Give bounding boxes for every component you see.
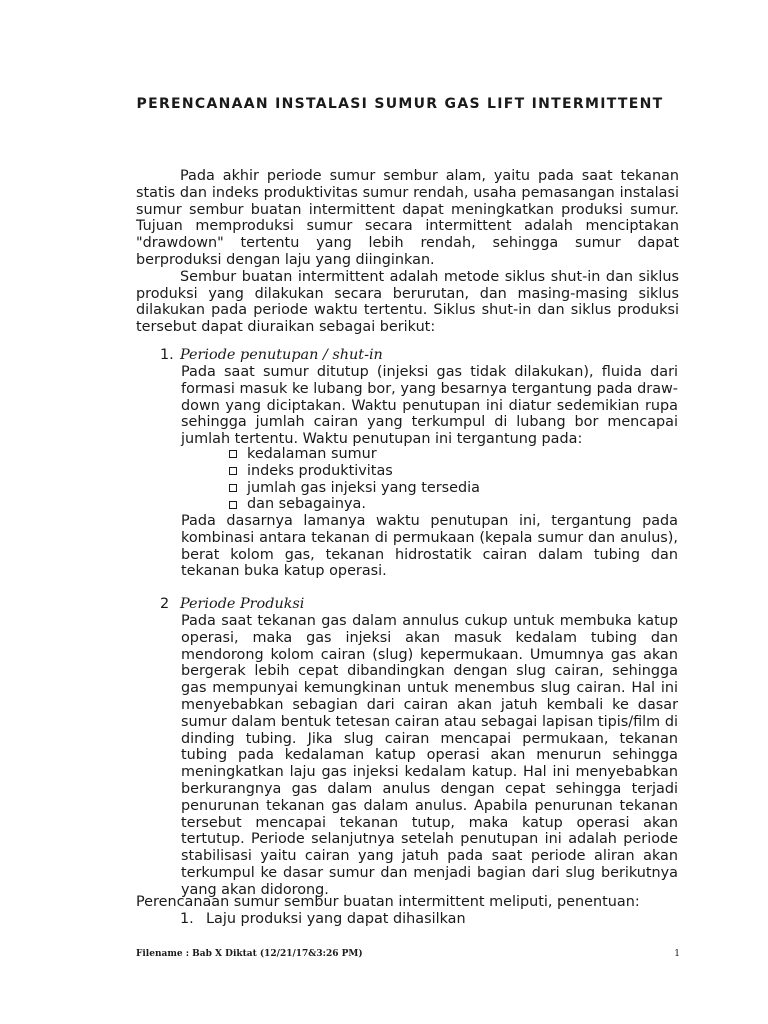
item-1-bullet-list <box>227 446 647 513</box>
item-2-heading <box>160 596 680 613</box>
square-bullet-icon <box>229 467 237 475</box>
square-bullet-icon <box>229 450 237 458</box>
item-2-title: Periode Produksi <box>180 596 305 612</box>
closing-list-item <box>180 911 466 928</box>
intro-paragraph-1: Pada akhir periode sumur sembur alam, yaitu pada saat tekanan statis dan indeks produktivitas sumur rendah, usaha pemasangan instalasi sumur sembur buatan intermittent dapat meningkatkan produksi sumur. Tujuan memproduksi sumur secara intermittent adalah menciptakan "drawdown" tertentu yang lebih rendah, sehingga sumur dapat berproduksi dengan laju yang diinginkan. <box>136 168 679 268</box>
item-1-conclusion: Pada dasarnya lamanya waktu penutupan ini, tergantung pada kombinasi antara tekanan di permukaan (kepala sumur dan anulus), berat kolom gas, tekanan hidrostatik cairan dalam tubing dan tekanan buka katup operasi. <box>181 513 678 580</box>
footer-filename: Filename : Bab X Diktat (12/21/17&3:26 PM) <box>136 949 363 959</box>
item-2-number: 2 <box>160 596 170 612</box>
item-1-number: 1. <box>160 347 174 363</box>
list-item: indeks produktivitas <box>227 463 647 480</box>
list-item: kedalaman sumur <box>227 446 647 463</box>
list-item: jumlah gas injeksi yang tersedia <box>227 480 647 497</box>
intro-section <box>136 168 679 336</box>
item-1-title: Periode penutupan / shut-in <box>180 347 383 363</box>
item-1-body: Pada saat sumur ditutup (injeksi gas tidak dilakukan), fluida dari formasi masuk ke lubang bor, yang besarnya tergantung pada draw-down yang diciptakan. Waktu penutupan ini diatur sedemikian rupa sehingga jumlah cairan yang terkumpul di lubang bor mencapai jumlah tertentu. Waktu penutupan ini tergantung pada: <box>181 364 678 448</box>
square-bullet-icon <box>229 501 237 509</box>
intro-paragraph-2: Sembur buatan intermittent adalah metode siklus shut-in dan siklus produksi yang dilakukan secara berurutan, dan masing-masing siklus dilakukan pada periode waktu tertentu. Siklus shut-in dan siklus produksi tersebut dapat diuraikan sebagai berikut: <box>136 268 679 336</box>
list-item: dan sebagainya. <box>227 496 647 513</box>
page-number: 1 <box>674 949 680 959</box>
document-title: PERENCANAAN INSTALASI SUMUR GAS LIFT INTERMITTENT <box>136 96 664 112</box>
page-footer <box>136 946 680 963</box>
closing-paragraph: Perencanaan sumur sembur buatan intermittent meliputi, penentuan: <box>136 894 640 910</box>
closing-list-text: Laju produksi yang dapat dihasilkan <box>206 911 466 927</box>
item-1-heading <box>160 347 680 364</box>
item-2-body: Pada saat tekanan gas dalam annulus cukup untuk membuka katup operasi, maka gas injeksi akan masuk kedalam tubing dan mendorong kolom cairan (slug) kepermukaan. Umumnya gas akan bergerak lebih cepat dibandingkan dengan slug cairan, sehingga gas mempunyai kemungkinan untuk menembus slug cairan. Hal ini menyebabkan sebagian dari cairan akan jatuh kembali ke dasar sumur dalam bentuk tetesan cairan atau sebagai lapisan tipis/film di dinding tubing. Jika slug cairan mencapai permukaan, tekanan tubing pada kedalaman katup operasi akan menurun sehingga meningkatkan laju gas injeksi kedalam katup. Hal ini menyebabkan berkurangnya gas dalam anulus dengan cepat sehingga terjadi penurunan tekanan gas dalam anulus. Apabila penurunan tekanan tersebut mencapai tekanan tutup, maka katup operasi akan tertutup. Periode selanjutnya setelah penutupan ini adalah periode stabilisasi yaitu cairan yang jatuh pada saat periode aliran akan terkumpul ke dasar sumur dan menjadi bagian dari slug berikutnya yang akan didorong. <box>181 613 678 898</box>
square-bullet-icon <box>229 484 237 492</box>
closing-list-number: 1. <box>180 911 194 927</box>
